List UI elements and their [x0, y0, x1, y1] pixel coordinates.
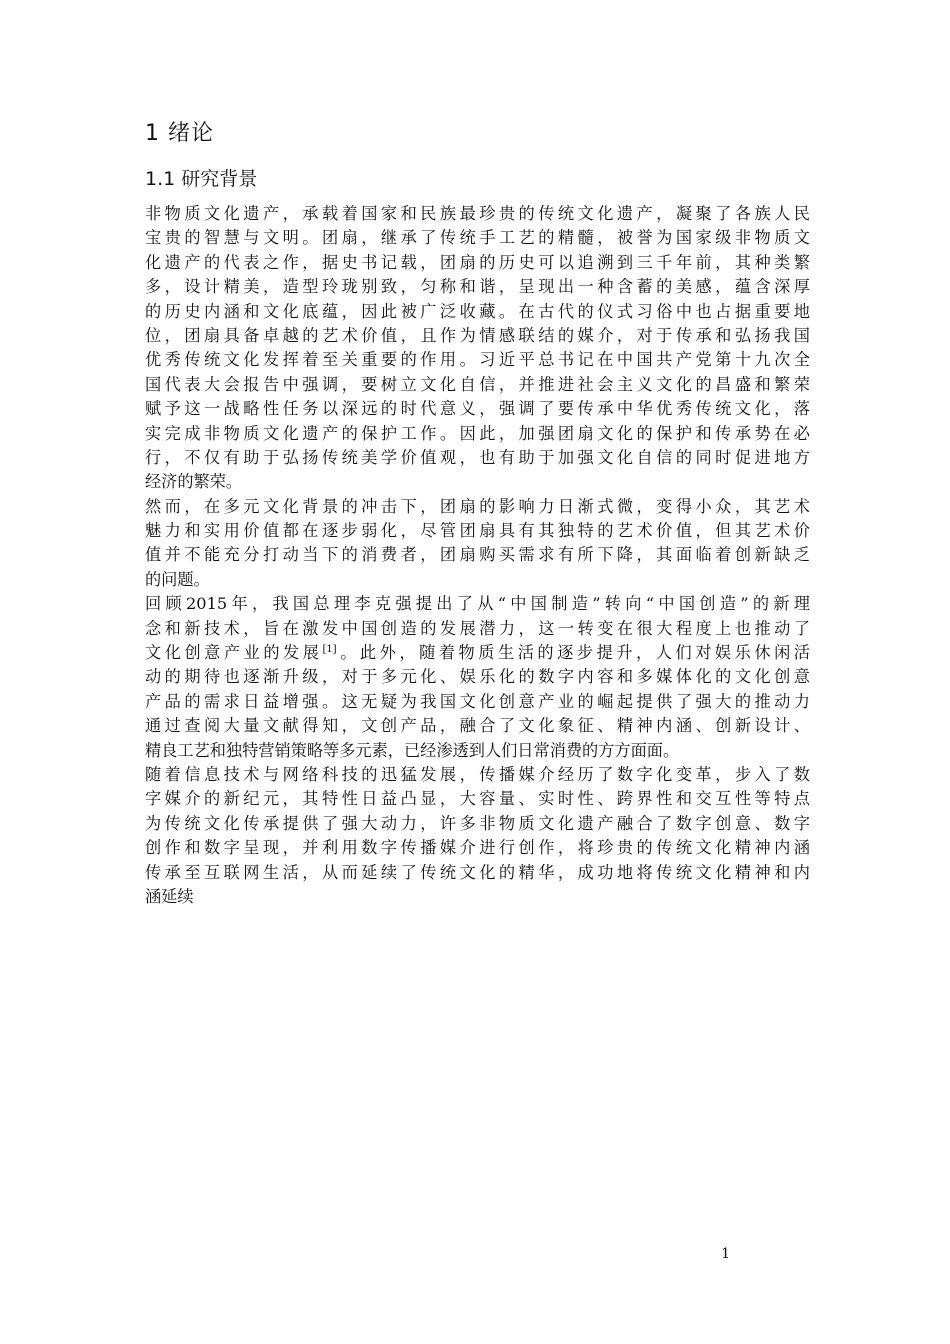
text-line: 精良工艺和独特营销策略等多元素，已经渗透到人们日常消费的方方面面。 — [145, 740, 680, 760]
text-line: 实完成非物质文化遗产的保护工作。因此，加强团扇文化的保护和传承势在必 — [145, 423, 810, 443]
text-line: 念和新技术，旨在激发中国创造的发展潜力，这一转变在很大程度上也推动了 — [145, 618, 810, 638]
text-line: 多，设计精美，造型玲珑别致，匀称和谐，呈现出一种含蓄的美感，蕴含深厚 — [145, 277, 810, 297]
citation-text-after: 。此外，随着物质生活的逐步提升，人们对娱乐休闲活 — [336, 643, 810, 663]
text-line: 动的期待也逐渐升级，对于多元化、娱乐化的数字内容和多媒体化的文化创意 — [145, 667, 810, 687]
chapter-heading: 1 绪论 — [145, 121, 214, 146]
text-line: 随着信息技术与网络科技的迅猛发展，传播媒介经历了数字化变革，步入了数 — [145, 764, 810, 784]
text-line: 创作和数字呈现，并利用数字传播媒介进行创作，将珍贵的传统文化精神内涵 — [145, 838, 810, 858]
text-line: 位，团扇具备卓越的艺术价值，且作为情感联结的媒介，对于传承和弘扬我国 — [145, 325, 810, 345]
section-heading: 1.1 研究背景 — [145, 168, 258, 190]
text-line: 值并不能充分打动当下的消费者，团扇购买需求有所下降，其面临着创新缺乏 — [145, 545, 810, 565]
text-line: 涵延续 — [145, 886, 194, 906]
citation-mark: [1] — [322, 644, 337, 656]
text-line: 宝贵的智慧与文明。团扇，继承了传统手工艺的精髓，被誉为国家级非物质文 — [145, 228, 810, 248]
text-line: 的问题。 — [145, 569, 210, 589]
paragraph-4 — [145, 763, 810, 909]
text-line: 回顾2015年，我国总理李克强提出了从“中国制造”转向“中国创造”的新理 — [145, 594, 810, 614]
text-line-with-citation — [145, 641, 810, 665]
paragraph-2 — [145, 495, 810, 593]
citation-text-before: 文化创意产业的发展 — [145, 643, 323, 663]
text-line: 的历史内涵和文化底蕴，因此被广泛收藏。在古代的仪式习俗中也占据重要地 — [145, 301, 810, 321]
text-line: 通过查阅大量文献得知，文创产品，融合了文化象征、精神内涵、创新设计、 — [145, 716, 810, 736]
page-number: 1 — [721, 1246, 730, 1262]
text-line: 经济的繁荣。 — [145, 472, 243, 492]
text-line: 优秀传统文化发挥着至关重要的作用。习近平总书记在中国共产党第十九次全 — [145, 350, 810, 370]
text-line: 行，不仅有助于弘扬传统美学价值观，也有助于加强文化自信的同时促进地方 — [145, 447, 810, 467]
text-line: 非物质文化遗产，承载着国家和民族最珍贵的传统文化遗产，凝聚了各族人民 — [145, 204, 810, 223]
text-line: 然而，在多元文化背景的冲击下，团扇的影响力日渐式微，变得小众，其艺术 — [145, 496, 810, 516]
text-line: 国代表大会报告中强调，要树立文化自信，并推进社会主义文化的昌盛和繁荣 — [145, 374, 810, 394]
paragraph-1 — [145, 202, 810, 495]
text-line: 传承至互联网生活，从而延续了传统文化的精华，成功地将传统文化精神和内 — [145, 862, 810, 882]
text-line: 为传统文化传承提供了强大动力，许多非物质文化遗产融合了数字创意、数字 — [145, 813, 810, 833]
text-line: 字媒介的新纪元，其特性日益凸显，大容量、实时性、跨界性和交互性等特点 — [145, 789, 810, 809]
text-line: 化遗产的代表之作，据史书记载，团扇的历史可以追溯到三千年前，其种类繁 — [145, 252, 810, 272]
body-text — [145, 202, 810, 909]
text-line: 产品的需求日益增强。这无疑为我国文化创意产业的崛起提供了强大的推动力 — [145, 691, 810, 711]
text-line: 魅力和实用价值都在逐步弱化，尽管团扇具有其独特的艺术价值，但其艺术价 — [145, 521, 810, 541]
text-line: 赋予这一战略性任务以深远的时代意义，强调了要传承中华优秀传统文化，落 — [145, 399, 810, 419]
paragraph-3 — [145, 592, 810, 763]
